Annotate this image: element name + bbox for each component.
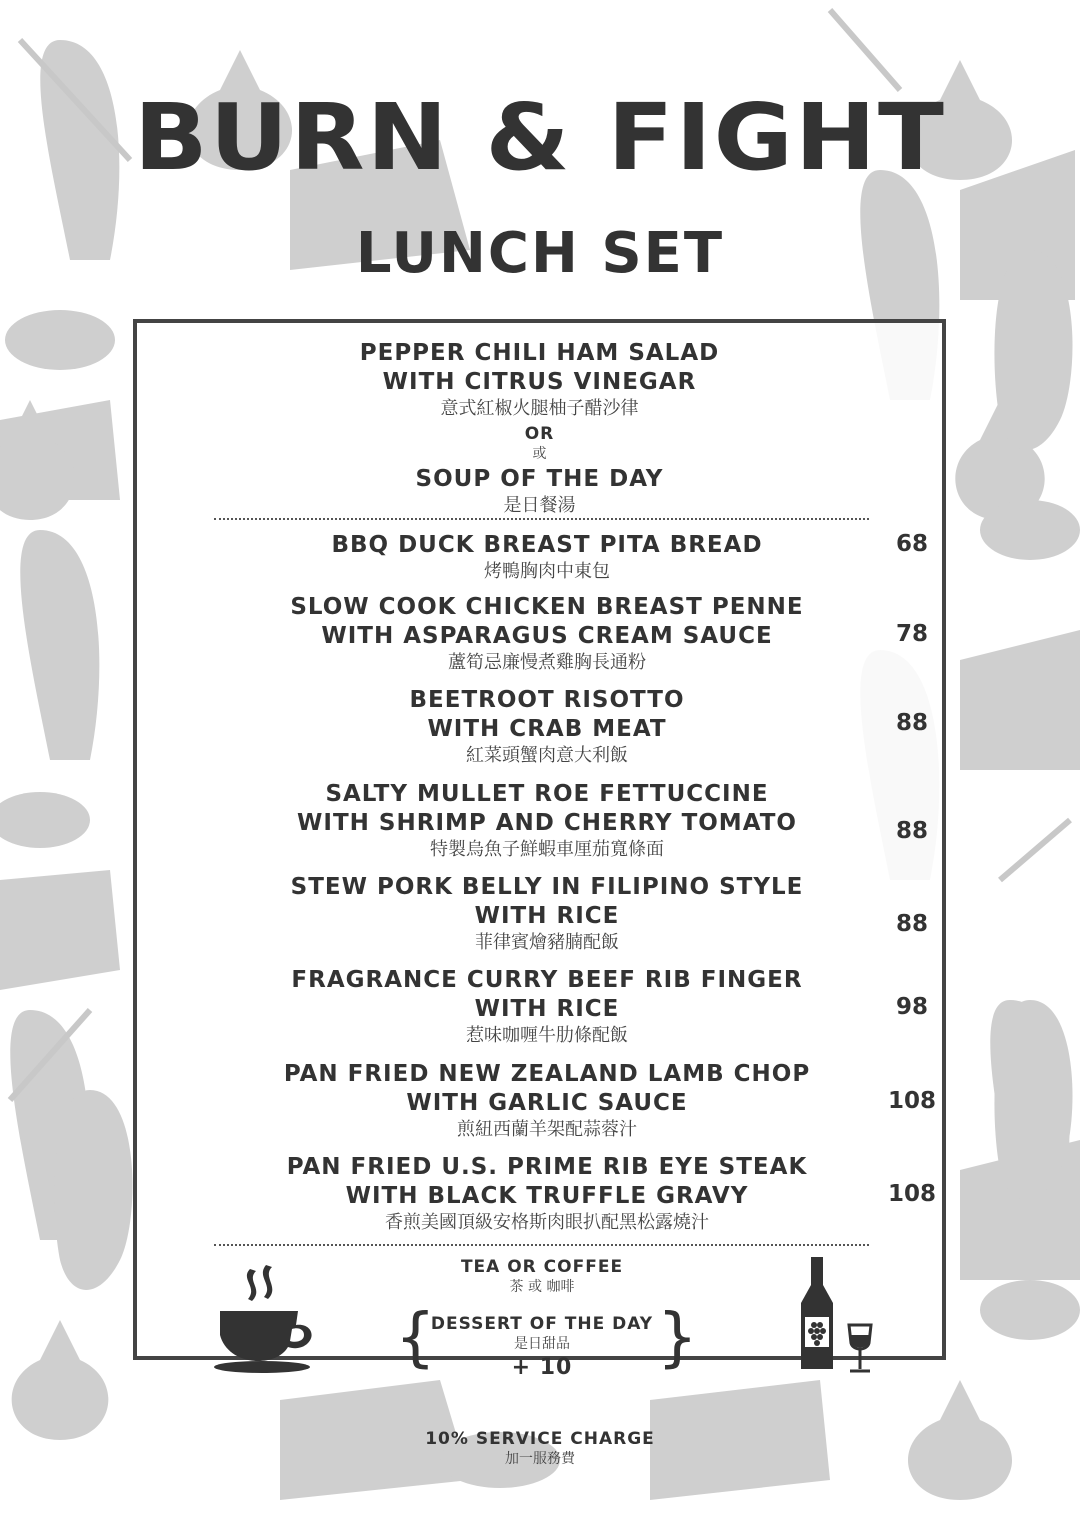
menu-item [197,780,928,862]
menu-item-chinese: 蘆筍忌廉慢煮雞胸長通粉 [448,652,646,673]
starter-option-1-line-1: PEPPER CHILI HAM SALAD [359,340,720,366]
or-label: OR [524,424,555,444]
menu-item [197,1060,936,1142]
menu-item-price: 78 [895,621,928,647]
drink-section [442,1256,642,1296]
starter-option-2: SOUP OF THE DAY [415,466,664,492]
menu-item-chinese: 香煎美國頂級安格斯肉眼扒配黑松露燒汁 [385,1212,709,1233]
menu-item-name-line-1: STEW PORK BELLY IN FILIPINO STYLE [290,874,804,900]
coffee-cup-icon [212,1263,327,1373]
menu-item [197,531,928,584]
menu-item-price: 98 [895,994,928,1020]
menu-item-name-line-2: WITH CRAB MEAT [427,716,667,742]
drink-label-chinese: 茶 或 咖啡 [509,1279,575,1295]
menu-item-name-line-1: SLOW COOK CHICKEN BREAST PENNE [290,594,804,620]
menu-item-name-line-1: SALTY MULLET ROE FETTUCCINE [325,781,769,807]
menu-item-name-line-2: WITH ASPARAGUS CREAM SAUCE [321,623,773,649]
menu-item-price: 88 [895,818,928,844]
menu-item-name-line-1: BEETROOT RISOTTO [409,687,685,713]
service-charge-label: 10% SERVICE CHARGE [425,1429,655,1449]
menu-item-name-line-2: WITH GARLIC SAUCE [406,1090,688,1116]
service-charge-chinese: 加一服務費 [505,1451,575,1467]
menu-item [197,873,928,955]
menu-item-name-line-1: PAN FRIED NEW ZEALAND LAMB CHOP [283,1061,811,1087]
menu-item-name-line-1: FRAGRANCE CURRY BEEF RIB FINGER [291,967,803,993]
menu-item-price: 88 [895,710,928,736]
wine-glass-icon [845,1323,875,1375]
menu-item-chinese: 特製烏魚子鮮蝦車厘茄寬條面 [430,839,664,860]
menu-item [197,593,928,675]
menu-item-price: 88 [895,911,928,937]
starter-option-1-chinese: 意式紅椒火腿柚子醋沙律 [440,398,639,419]
dotted-divider [214,518,869,520]
starter-section [137,339,942,518]
dessert-label: DESSERT OF THE DAY [430,1314,654,1334]
menu-item-name-line-1: PAN FRIED U.S. PRIME RIB EYE STEAK [286,1154,808,1180]
left-brace: { [395,1301,436,1375]
menu-item-name-line-2: WITH BLACK TRUFFLE GRAVY [345,1183,749,1209]
service-charge-note [0,1428,1080,1468]
dessert-price: + 10 [511,1355,573,1380]
page-title: BURN & FIGHT [134,84,946,191]
menu-item-chinese: 烤鴨胸肉中東包 [484,561,610,582]
or-label-chinese: 或 [532,446,547,462]
right-brace: } [657,1301,698,1375]
menu-panel [133,319,946,1380]
menu-item-chinese: 煎紐西蘭羊架配蒜蓉汁 [457,1119,637,1140]
menu-item [197,686,928,768]
menu-item-name-line-2: WITH SHRIMP AND CHERRY TOMATO [297,810,797,836]
menu-item-chinese: 菲律賓燴豬腩配飯 [475,932,619,953]
menu-item-name-line-2: WITH RICE [474,903,620,929]
menu-item-chinese: 惹味咖喱牛肋條配飯 [466,1025,628,1046]
menu-item [197,1153,936,1235]
menu-item-name-line-2: WITH RICE [474,996,620,1022]
menu-item-price: 108 [887,1181,936,1207]
menu-item-chinese: 紅菜頭蟹肉意大利飯 [466,745,628,766]
dessert-label-chinese: 是日甜品 [514,1336,570,1352]
starter-option-2-chinese: 是日餐湯 [503,495,576,516]
menu-item-price: 68 [895,531,928,557]
menu-item-name-line-1: BBQ DUCK BREAST PITA BREAD [331,532,763,558]
corn-icon [10,40,119,1240]
dotted-divider [214,1244,869,1246]
starter-option-1-line-2: WITH CITRUS VINEGAR [382,369,697,395]
page-subtitle: LUNCH SET [355,221,725,286]
menu-item [197,966,928,1048]
menu-item-price: 108 [887,1088,936,1114]
dessert-section [422,1313,662,1382]
drink-label: TEA OR COFFEE [460,1257,624,1277]
